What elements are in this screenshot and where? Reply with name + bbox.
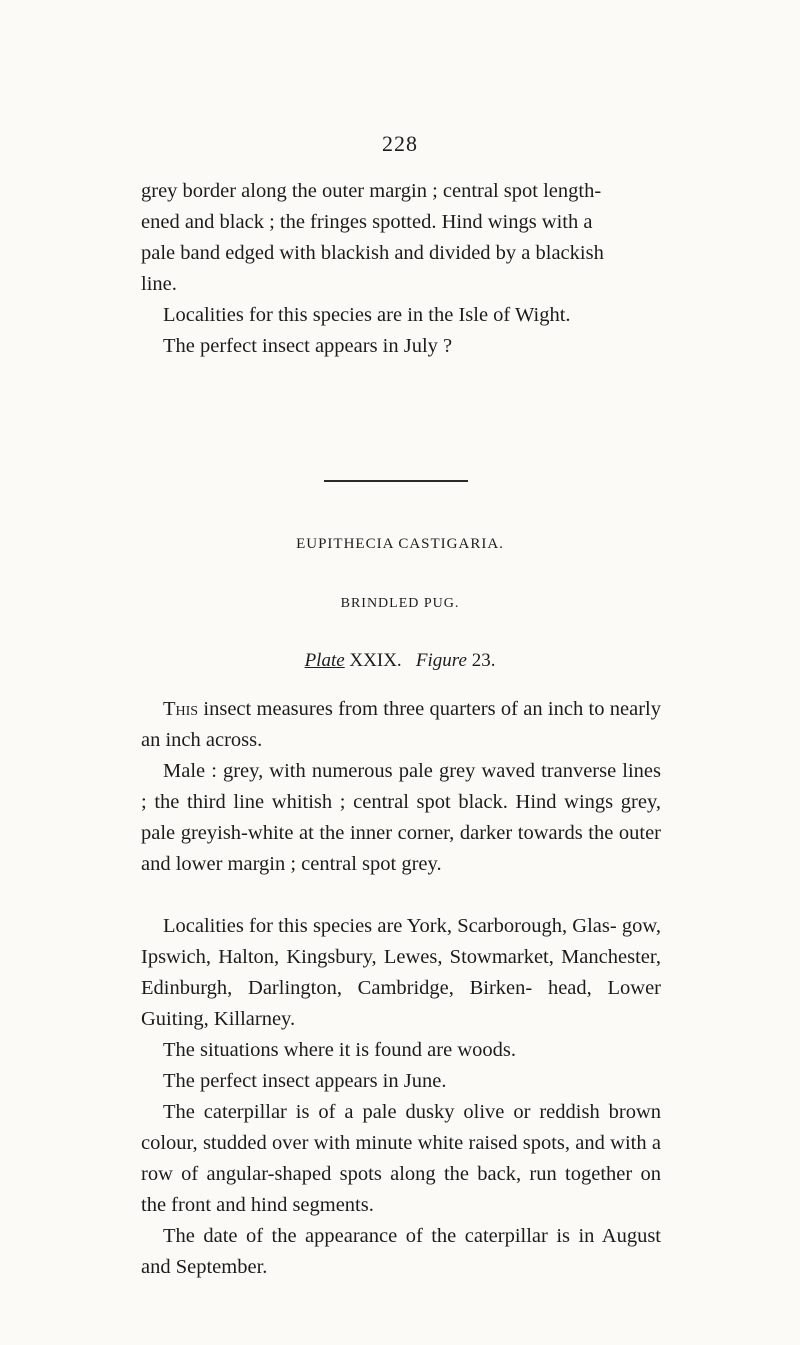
intro-paragraph xyxy=(141,694,661,756)
male-description: Male : grey, with numerous pale grey waved tranverse lines ; the third line whitish ; central spot black. Hind wings grey, pale greyish-white at the inner corner, darker towards the outer and lower margin ; central spot grey. xyxy=(141,760,661,875)
caterpillar-paragraph: The caterpillar is of a pale dusky olive or reddish brown colour, studded over with minute white raised spots, and with a row of angular-shaped spots along the back, run together on the front and hind segments. xyxy=(141,1101,661,1216)
continued-description xyxy=(141,176,661,300)
previous-appearance: The perfect insect appears in July ? xyxy=(163,335,453,357)
previous-localities: Localities for this species are in the Isle of Wight. xyxy=(163,304,571,326)
page-number: 228 xyxy=(382,131,418,156)
figure-label: Figure xyxy=(415,650,467,671)
intro-first-word: This xyxy=(163,698,199,720)
localities-paragraph: Localities for this species are York, Scarborough, Glas- gow, Ipswich, Halton, Kingsbury, Lewes, Stowmarket, Manchester, Edinburgh, Darlington, Cambridge, Birken- head, Lower Guiting, Killarney. xyxy=(141,915,661,1030)
situations-paragraph: The situations where it is found are woods. xyxy=(163,1039,516,1061)
plate-number: XXIX. xyxy=(349,650,402,671)
caterpillar-date-paragraph: The date of the appearance of the caterpillar is in August and September. xyxy=(141,1225,661,1278)
section-divider xyxy=(324,480,468,482)
species-common-name: BRINDLED PUG. xyxy=(340,596,460,611)
continued-line-1: grey border along the outer margin ; central spot length- xyxy=(141,180,602,202)
continued-line-3: pale band edged with blackish and divided by a blackish xyxy=(141,242,604,264)
continued-line-4: line. xyxy=(141,273,177,295)
plate-reference xyxy=(0,650,800,672)
intro-text: insect measures from three quarters of an inch to nearly an inch across. xyxy=(141,698,661,751)
figure-number: 23. xyxy=(471,650,496,671)
plate-label: Plate xyxy=(304,650,345,671)
appearance-paragraph: The perfect insect appears in June. xyxy=(163,1070,447,1092)
species-latin-name: EUPITHECIA CASTIGARIA. xyxy=(296,536,504,552)
continued-line-2: ened and black ; the fringes spotted. Hind wings with a xyxy=(141,211,593,233)
